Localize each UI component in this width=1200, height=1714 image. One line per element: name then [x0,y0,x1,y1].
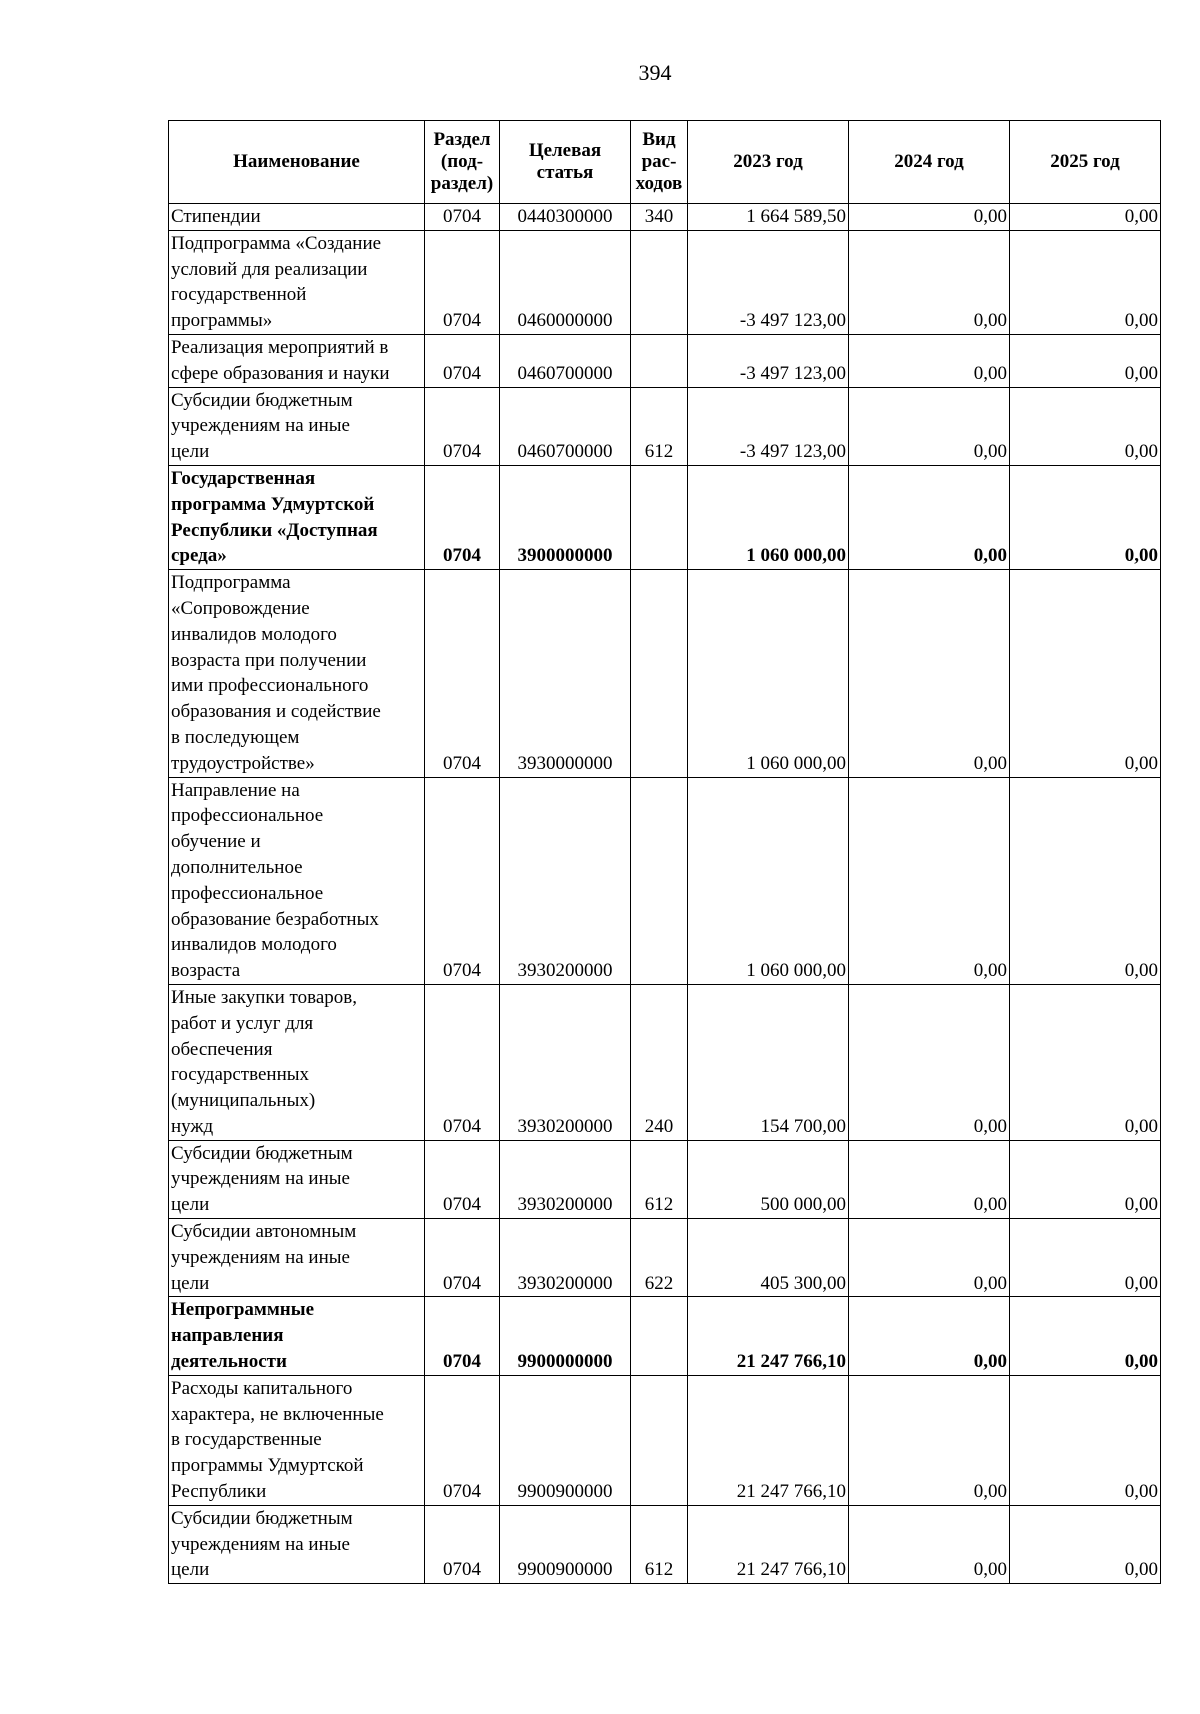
cell-article: 0440300000 [500,204,631,231]
cell-2024: 0,00 [849,230,1010,334]
cell-article: 9900900000 [500,1505,631,1583]
cell-2024: 0,00 [849,570,1010,777]
cell-2024: 0,00 [849,1140,1010,1218]
cell-kind [631,465,688,569]
cell-2025: 0,00 [1010,204,1161,231]
table-row [169,465,1161,569]
cell-article: 0460700000 [500,387,631,465]
header-2024: 2024 год [849,121,1010,204]
header-2023: 2023 год [688,121,849,204]
cell-kind [631,1297,688,1375]
cell-name: Субсидии автономным учреждениям на иные цели [169,1219,425,1297]
cell-2025: 0,00 [1010,230,1161,334]
cell-2024: 0,00 [849,387,1010,465]
header-section: Раздел (под-раздел) [425,121,500,204]
cell-2023: 21 247 766,10 [688,1375,849,1505]
cell-kind [631,1375,688,1505]
cell-article: 3900000000 [500,465,631,569]
table-row [169,1505,1161,1583]
cell-article: 3930000000 [500,570,631,777]
cell-article: 0460700000 [500,334,631,387]
cell-name: Направление на профессиональное обучение и дополнительное профессиональное образование безработных инвалидов молодого возраста [169,777,425,984]
cell-name: Субсидии бюджетным учреждениям на иные цели [169,1140,425,1218]
cell-2025: 0,00 [1010,570,1161,777]
cell-2024: 0,00 [849,984,1010,1140]
header-article: Целевая статья [500,121,631,204]
cell-name: Стипендии [169,204,425,231]
table-row [169,1219,1161,1297]
cell-2025: 0,00 [1010,387,1161,465]
cell-2023: 1 060 000,00 [688,570,849,777]
cell-kind [631,334,688,387]
cell-section: 0704 [425,465,500,569]
cell-2023: -3 497 123,00 [688,230,849,334]
cell-name: Реализация мероприятий в сфере образования и науки [169,334,425,387]
cell-2025: 0,00 [1010,1140,1161,1218]
cell-name: Подпрограмма «Сопровождение инвалидов молодого возраста при получении ими профессионального образования и содействие в последующем трудоустройстве» [169,570,425,777]
cell-article: 3930200000 [500,777,631,984]
table-row [169,334,1161,387]
header-name: Наименование [169,121,425,204]
table-row [169,1297,1161,1375]
cell-name: Государственная программа Удмуртской Республики «Доступная среда» [169,465,425,569]
table-row [169,1140,1161,1218]
cell-2025: 0,00 [1010,1219,1161,1297]
cell-kind: 340 [631,204,688,231]
header-2025: 2025 год [1010,121,1161,204]
cell-2024: 0,00 [849,1219,1010,1297]
cell-section: 0704 [425,984,500,1140]
table-row [169,570,1161,777]
cell-2025: 0,00 [1010,1297,1161,1375]
cell-section: 0704 [425,1505,500,1583]
table-row [169,984,1161,1140]
cell-kind: 612 [631,1140,688,1218]
table-row [169,204,1161,231]
cell-kind: 622 [631,1219,688,1297]
cell-2024: 0,00 [849,465,1010,569]
cell-section: 0704 [425,334,500,387]
cell-2023: 1 664 589,50 [688,204,849,231]
cell-kind [631,777,688,984]
header-kind: Вид рас-ходов [631,121,688,204]
table-body [169,204,1161,1584]
cell-article: 9900000000 [500,1297,631,1375]
cell-name: Субсидии бюджетным учреждениям на иные цели [169,387,425,465]
cell-2024: 0,00 [849,334,1010,387]
cell-kind: 612 [631,1505,688,1583]
cell-article: 3930200000 [500,1140,631,1218]
cell-article: 9900900000 [500,1375,631,1505]
table-row [169,387,1161,465]
cell-2023: 154 700,00 [688,984,849,1140]
cell-2024: 0,00 [849,1505,1010,1583]
cell-2023: 21 247 766,10 [688,1297,849,1375]
cell-section: 0704 [425,1297,500,1375]
table-row [169,777,1161,984]
cell-article: 3930200000 [500,984,631,1140]
cell-section: 0704 [425,387,500,465]
cell-2023: 21 247 766,10 [688,1505,849,1583]
cell-kind: 240 [631,984,688,1140]
cell-name: Субсидии бюджетным учреждениям на иные цели [169,1505,425,1583]
cell-2025: 0,00 [1010,1505,1161,1583]
table-row [169,1375,1161,1505]
cell-section: 0704 [425,777,500,984]
cell-section: 0704 [425,570,500,777]
cell-kind [631,570,688,777]
cell-2023: 1 060 000,00 [688,465,849,569]
cell-name: Расходы капитального характера, не включенные в государственные программы Удмуртской Республики [169,1375,425,1505]
cell-section: 0704 [425,1375,500,1505]
table-header-row [169,121,1161,204]
cell-2023: -3 497 123,00 [688,387,849,465]
cell-2024: 0,00 [849,777,1010,984]
cell-kind [631,230,688,334]
cell-name: Иные закупки товаров, работ и услуг для обеспечения государственных (муниципальных) нужд [169,984,425,1140]
cell-section: 0704 [425,204,500,231]
cell-2023: 500 000,00 [688,1140,849,1218]
cell-2024: 0,00 [849,204,1010,231]
cell-name: Непрограммные направления деятельности [169,1297,425,1375]
cell-kind: 612 [631,387,688,465]
cell-2024: 0,00 [849,1375,1010,1505]
table-row [169,230,1161,334]
cell-section: 0704 [425,230,500,334]
cell-2025: 0,00 [1010,1375,1161,1505]
cell-2023: 1 060 000,00 [688,777,849,984]
cell-name: Подпрограмма «Создание условий для реализации государственной программы» [169,230,425,334]
cell-2023: 405 300,00 [688,1219,849,1297]
cell-2025: 0,00 [1010,334,1161,387]
cell-article: 3930200000 [500,1219,631,1297]
budget-table [168,120,1161,1584]
cell-2024: 0,00 [849,1297,1010,1375]
cell-section: 0704 [425,1219,500,1297]
cell-2025: 0,00 [1010,777,1161,984]
cell-section: 0704 [425,1140,500,1218]
cell-2025: 0,00 [1010,984,1161,1140]
cell-2023: -3 497 123,00 [688,334,849,387]
page-number: 394 [638,60,672,85]
cell-article: 0460000000 [500,230,631,334]
cell-2025: 0,00 [1010,465,1161,569]
